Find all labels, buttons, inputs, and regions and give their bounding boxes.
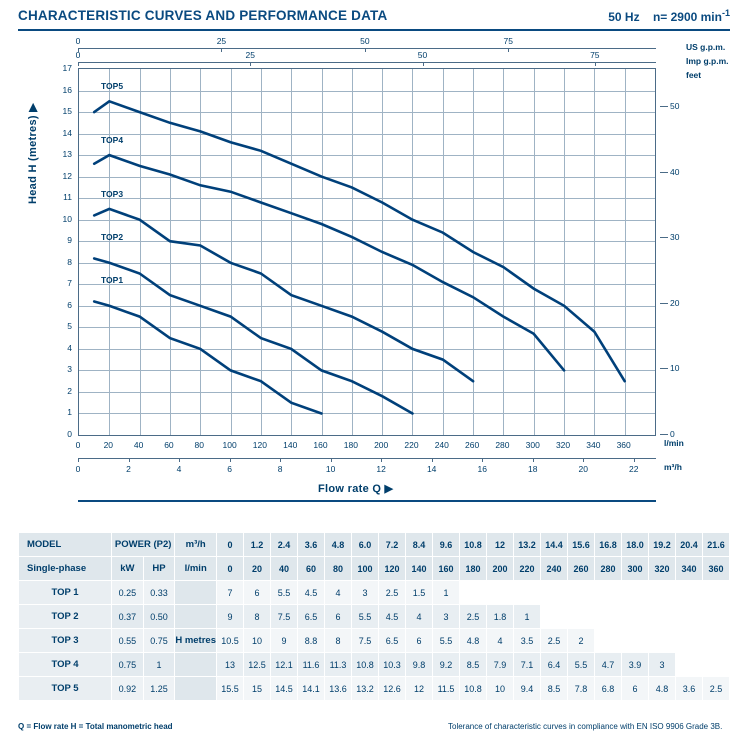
header-q-m3h-8: 9.6 xyxy=(433,533,460,557)
x-tick-label-lmin: 80 xyxy=(194,440,204,450)
cell-h-2-0: 10.5 xyxy=(217,629,244,653)
cell-h-3-2: 12.1 xyxy=(271,653,298,677)
top-imp-gpm-label: 50 xyxy=(417,50,428,60)
x-tick-label-lmin: 60 xyxy=(164,440,174,450)
axis-unit-imp-gpm: Imp g.p.m. xyxy=(686,56,729,66)
x-tick-m3h xyxy=(331,458,332,462)
cell-hp-0: 0.33 xyxy=(143,581,175,605)
header-q-m3h-4: 4.8 xyxy=(325,533,352,557)
y-tick-label: 16 xyxy=(62,84,72,95)
cell-h-3-18 xyxy=(703,653,730,677)
y-tick-label-feet: 40 xyxy=(670,166,680,177)
x-tick-m3h xyxy=(583,458,584,462)
x-tick-label-m3h: 10 xyxy=(325,464,336,474)
top-us-gpm-label: 75 xyxy=(503,36,514,46)
cell-h-2-3: 8.8 xyxy=(298,629,325,653)
header-q-lmin-17: 340 xyxy=(676,557,703,581)
top-us-gpm-tick xyxy=(365,48,366,52)
top-us-gpm-label: 50 xyxy=(360,36,370,46)
cell-h-2-13: 2 xyxy=(568,629,595,653)
cell-h-4-12: 8.5 xyxy=(541,677,568,701)
y-axis-title: Head H (metres) ▶ xyxy=(27,103,39,204)
y-tick-label: 15 xyxy=(62,106,72,117)
header-q-m3h-13: 15.6 xyxy=(568,533,595,557)
cell-h-3-11: 7.1 xyxy=(514,653,541,677)
y-tick-label: 0 xyxy=(67,429,72,439)
cell-h-0-2: 5.5 xyxy=(271,581,298,605)
cell-h-1-18 xyxy=(703,605,730,629)
performance-table-wrapper xyxy=(18,532,730,701)
x-tick-m3h xyxy=(482,458,483,462)
top-imp-gpm-tick xyxy=(78,62,79,66)
axis-unit-us-gpm: US g.p.m. xyxy=(686,42,726,52)
top-imp-gpm-label: 25 xyxy=(245,50,255,60)
cell-hp-2: 0.75 xyxy=(143,629,175,653)
curve-label-top1: TOP1 xyxy=(101,275,124,285)
header-phase: Single-phase xyxy=(19,557,112,581)
x-tick-label-lmin: 320 xyxy=(555,440,571,450)
cell-h-1-5: 5.5 xyxy=(352,605,379,629)
header-unit-m3h: m³/h xyxy=(175,533,217,557)
cell-h-1-11: 1 xyxy=(514,605,541,629)
curve-top3 xyxy=(94,209,473,381)
y-tick-label: 7 xyxy=(67,278,72,289)
cell-hp-1: 0.50 xyxy=(143,605,175,629)
header-q-lmin-2: 40 xyxy=(271,557,298,581)
top-us-gpm-label: 0 xyxy=(75,36,81,46)
header-q-m3h-10: 12 xyxy=(487,533,514,557)
x-tick-label-lmin: 200 xyxy=(374,440,389,450)
x-tick-label-lmin: 360 xyxy=(616,440,631,450)
cell-h-0-7: 1.5 xyxy=(406,581,433,605)
header xyxy=(18,8,730,30)
x-tick-label-lmin: 0 xyxy=(75,440,81,450)
cell-h-3-9: 8.5 xyxy=(460,653,487,677)
y-tick-feet xyxy=(660,368,668,369)
x-tick-label-lmin: 340 xyxy=(586,440,601,450)
x-tick-label-lmin: 280 xyxy=(495,440,510,450)
cell-h-0-18 xyxy=(703,581,730,605)
y-tick-label-feet: 20 xyxy=(670,297,680,308)
header-h-metres: H metres xyxy=(175,629,217,653)
cell-h-1-3: 6.5 xyxy=(298,605,325,629)
cell-h-0-15 xyxy=(622,581,649,605)
y-tick-label: 12 xyxy=(62,170,72,181)
cell-h-3-10: 7.9 xyxy=(487,653,514,677)
cell-h-0-5: 3 xyxy=(352,581,379,605)
x-tick-m3h xyxy=(634,458,635,462)
cell-h-3-14: 4.7 xyxy=(595,653,622,677)
x-tick-m3h xyxy=(230,458,231,462)
table-header-row-2 xyxy=(19,557,730,581)
header-q-m3h-16: 19.2 xyxy=(649,533,676,557)
header-q-m3h-18: 21.6 xyxy=(703,533,730,557)
cell-model-0: TOP 1 xyxy=(19,581,112,605)
top-imp-gpm-tick xyxy=(423,62,424,66)
header-power: POWER (P2) xyxy=(112,533,175,557)
cell-h-2-11: 3.5 xyxy=(514,629,541,653)
x-tick-label-m3h: 14 xyxy=(426,464,437,474)
cell-model-4: TOP 5 xyxy=(19,677,112,701)
x-tick-label-lmin: 260 xyxy=(465,440,480,450)
cell-h-3-1: 12.5 xyxy=(244,653,271,677)
x-tick-label-lmin: 20 xyxy=(103,440,114,450)
cell-h-0-11 xyxy=(514,581,541,605)
cell-h-4-0: 15.5 xyxy=(217,677,244,701)
y-tick-label: 2 xyxy=(67,385,72,396)
x-tick-m3h xyxy=(179,458,180,462)
cell-h-3-7: 9.8 xyxy=(406,653,433,677)
x-tick-label-lmin: 100 xyxy=(222,440,237,450)
x-tick-m3h xyxy=(432,458,433,462)
header-q-m3h-1: 1.2 xyxy=(244,533,271,557)
y-tick-feet xyxy=(660,106,668,107)
cell-h-unit-3 xyxy=(175,653,217,677)
top-axis-us-line xyxy=(78,48,656,49)
cell-h-0-17 xyxy=(676,581,703,605)
x-tick-label-lmin: 40 xyxy=(133,440,144,450)
header-q-lmin-14: 280 xyxy=(595,557,622,581)
cell-h-3-12: 6.4 xyxy=(541,653,568,677)
cell-h-4-16: 4.8 xyxy=(649,677,676,701)
top-axis-imp-line xyxy=(78,62,656,63)
cell-h-3-8: 9.2 xyxy=(433,653,460,677)
cell-h-4-13: 7.8 xyxy=(568,677,595,701)
header-q-m3h-12: 14.4 xyxy=(541,533,568,557)
cell-h-1-16 xyxy=(649,605,676,629)
header-q-m3h-15: 18.0 xyxy=(622,533,649,557)
cell-h-unit-1 xyxy=(175,605,217,629)
cell-h-2-4: 8 xyxy=(325,629,352,653)
cell-h-3-17 xyxy=(676,653,703,677)
y-tick-label: 3 xyxy=(67,364,72,375)
cell-h-2-10: 4 xyxy=(487,629,514,653)
header-q-lmin-3: 60 xyxy=(298,557,325,581)
cell-h-0-6: 2.5 xyxy=(379,581,406,605)
y-tick-label-feet: 0 xyxy=(670,429,675,439)
top-us-gpm-label: 25 xyxy=(216,36,227,46)
cell-hp-3: 1 xyxy=(143,653,175,677)
x-tick-label-m3h: 16 xyxy=(477,464,487,474)
header-spec xyxy=(608,8,730,24)
y-tick-label: 11 xyxy=(63,192,72,203)
header-model: MODEL xyxy=(19,533,112,557)
footnote-legend: Q = Flow rate H = Total manometric head xyxy=(18,722,173,731)
header-q-lmin-11: 220 xyxy=(514,557,541,581)
cell-h-1-17 xyxy=(676,605,703,629)
x-tick-m3h xyxy=(280,458,281,462)
cell-h-0-3: 4.5 xyxy=(298,581,325,605)
cell-kw-3: 0.75 xyxy=(112,653,144,677)
cell-h-1-9: 2.5 xyxy=(460,605,487,629)
header-q-m3h-9: 10.8 xyxy=(460,533,487,557)
cell-h-3-15: 3.9 xyxy=(622,653,649,677)
top-imp-gpm-tick xyxy=(595,62,596,66)
cell-kw-4: 0.92 xyxy=(112,677,144,701)
header-q-lmin-16: 320 xyxy=(649,557,676,581)
header-q-m3h-0: 0 xyxy=(217,533,244,557)
cell-h-3-5: 10.8 xyxy=(352,653,379,677)
cell-h-0-14 xyxy=(595,581,622,605)
cell-h-0-10 xyxy=(487,581,514,605)
header-q-lmin-18: 360 xyxy=(703,557,730,581)
header-q-lmin-0: 0 xyxy=(217,557,244,581)
curve-label-top3: TOP3 xyxy=(101,189,124,199)
cell-model-3: TOP 4 xyxy=(19,653,112,677)
axis-unit-lmin: l/min xyxy=(664,438,684,448)
cell-h-0-8: 1 xyxy=(433,581,460,605)
header-hp: HP xyxy=(143,557,175,581)
bottom-axis-m3h-line xyxy=(78,458,656,459)
y-tick-label: 8 xyxy=(67,256,72,267)
header-q-lmin-6: 120 xyxy=(379,557,406,581)
header-q-m3h-3: 3.6 xyxy=(298,533,325,557)
y-tick-label: 4 xyxy=(67,342,72,353)
x-tick-m3h xyxy=(533,458,534,462)
cell-h-1-15 xyxy=(622,605,649,629)
top-us-gpm-tick xyxy=(221,48,222,52)
x-tick-m3h xyxy=(78,458,79,462)
y-tick-label-feet: 50 xyxy=(670,100,680,111)
cell-kw-2: 0.55 xyxy=(112,629,144,653)
table-row xyxy=(19,581,730,605)
cell-h-0-16 xyxy=(649,581,676,605)
cell-h-2-9: 4.8 xyxy=(460,629,487,653)
cell-h-2-15 xyxy=(622,629,649,653)
header-unit-lmin: l/min xyxy=(175,557,217,581)
cell-h-2-17 xyxy=(676,629,703,653)
cell-h-4-17: 3.6 xyxy=(676,677,703,701)
cell-model-2: TOP 3 xyxy=(19,629,112,653)
speed-exponent: -1 xyxy=(721,8,730,18)
header-q-lmin-12: 240 xyxy=(541,557,568,581)
cell-h-4-11: 9.4 xyxy=(514,677,541,701)
header-kw: kW xyxy=(112,557,144,581)
footnote-tolerance: Tolerance of characteristic curves in compliance with EN ISO 9906 Grade 3B. xyxy=(448,722,723,731)
y-tick-label: 13 xyxy=(62,149,72,160)
cell-h-1-8: 3 xyxy=(433,605,460,629)
table-row xyxy=(19,653,730,677)
performance-chart xyxy=(18,34,730,504)
cell-h-4-8: 11.5 xyxy=(433,677,460,701)
cell-h-1-14 xyxy=(595,605,622,629)
table-row xyxy=(19,629,730,653)
x-tick-label-m3h: 18 xyxy=(528,464,538,474)
y-tick-label: 10 xyxy=(62,213,72,224)
cell-h-3-4: 11.3 xyxy=(325,653,352,677)
cell-h-4-15: 6 xyxy=(622,677,649,701)
cell-h-1-4: 6 xyxy=(325,605,352,629)
x-tick-label-m3h: 2 xyxy=(126,464,131,474)
page-title: CHARACTERISTIC CURVES AND PERFORMANCE DATA xyxy=(18,8,388,23)
cell-h-3-16: 3 xyxy=(649,653,676,677)
cell-h-1-12 xyxy=(541,605,568,629)
table-header-row-1 xyxy=(19,533,730,557)
header-q-lmin-4: 80 xyxy=(325,557,352,581)
x-tick-m3h xyxy=(381,458,382,462)
x-tick-label-lmin: 120 xyxy=(252,440,267,450)
cell-h-0-13 xyxy=(568,581,595,605)
x-tick-label-m3h: 4 xyxy=(176,464,182,474)
cell-h-2-6: 6.5 xyxy=(379,629,406,653)
cell-h-2-16 xyxy=(649,629,676,653)
header-q-lmin-8: 160 xyxy=(433,557,460,581)
cell-kw-1: 0.37 xyxy=(112,605,144,629)
y-tick-label: 9 xyxy=(67,235,72,246)
x-tick-label-lmin: 160 xyxy=(313,440,328,450)
frequency-label: 50 Hz xyxy=(608,10,640,24)
speed-label: n= 2900 min xyxy=(652,10,722,24)
header-q-lmin-7: 140 xyxy=(406,557,433,581)
cell-h-2-12: 2.5 xyxy=(541,629,568,653)
cell-h-4-7: 12 xyxy=(406,677,433,701)
header-q-m3h-17: 20.4 xyxy=(676,533,703,557)
cell-kw-0: 0.25 xyxy=(112,581,144,605)
x-tick-m3h xyxy=(129,458,130,462)
cell-h-2-2: 9 xyxy=(271,629,298,653)
cell-h-1-13 xyxy=(568,605,595,629)
curve-lines xyxy=(79,69,655,435)
header-q-lmin-13: 260 xyxy=(568,557,595,581)
curve-top1 xyxy=(94,302,321,414)
cell-h-2-1: 10 xyxy=(244,629,271,653)
x-tick-label-lmin: 180 xyxy=(343,440,358,450)
x-tick-label-m3h: 20 xyxy=(578,464,588,474)
cell-h-4-9: 10.8 xyxy=(460,677,487,701)
header-q-lmin-5: 100 xyxy=(352,557,379,581)
cell-h-0-4: 4 xyxy=(325,581,352,605)
cell-h-1-0: 9 xyxy=(217,605,244,629)
cell-h-2-5: 7.5 xyxy=(352,629,379,653)
chart-bottom-rule xyxy=(78,500,656,502)
cell-h-1-2: 7.5 xyxy=(271,605,298,629)
axis-unit-m3h: m³/h xyxy=(664,462,682,472)
x-tick-label-m3h: 6 xyxy=(227,464,232,474)
top-us-gpm-tick xyxy=(508,48,509,52)
cell-h-3-0: 13 xyxy=(217,653,244,677)
cell-h-3-6: 10.3 xyxy=(379,653,406,677)
curve-label-top5: TOP5 xyxy=(101,81,124,91)
x-tick-label-lmin: 140 xyxy=(283,440,298,450)
header-q-m3h-11: 13.2 xyxy=(514,533,541,557)
cell-h-4-3: 14.1 xyxy=(298,677,325,701)
cell-h-4-4: 13.6 xyxy=(325,677,352,701)
cell-h-0-9 xyxy=(460,581,487,605)
y-tick-label: 14 xyxy=(62,127,72,138)
y-tick-feet xyxy=(660,237,668,238)
header-q-m3h-14: 16.8 xyxy=(595,533,622,557)
y-tick-label-feet: 30 xyxy=(670,232,680,243)
plot-area xyxy=(78,68,656,436)
axis-unit-feet: feet xyxy=(686,70,702,80)
table-row xyxy=(19,605,730,629)
cell-h-2-18 xyxy=(703,629,730,653)
cell-h-4-10: 10 xyxy=(487,677,514,701)
x-tick-label-m3h: 12 xyxy=(376,464,386,474)
x-tick-label-m3h: 0 xyxy=(75,464,81,474)
y-tick-label: 5 xyxy=(67,321,72,332)
cell-h-1-6: 4.5 xyxy=(379,605,406,629)
curve-top2 xyxy=(94,259,412,414)
y-tick-feet xyxy=(660,172,668,173)
x-tick-label-lmin: 300 xyxy=(525,440,540,450)
x-tick-label-m3h: 22 xyxy=(629,464,639,474)
cell-h-unit-4 xyxy=(175,677,217,701)
cell-h-unit-0 xyxy=(175,581,217,605)
cell-h-4-2: 14.5 xyxy=(271,677,298,701)
header-divider xyxy=(18,29,730,31)
cell-h-2-7: 6 xyxy=(406,629,433,653)
header-q-m3h-6: 7.2 xyxy=(379,533,406,557)
header-q-lmin-1: 20 xyxy=(244,557,271,581)
cell-hp-4: 1.25 xyxy=(143,677,175,701)
x-tick-label-m3h: 8 xyxy=(277,464,283,474)
header-q-lmin-15: 300 xyxy=(622,557,649,581)
x-tick-label-lmin: 240 xyxy=(434,440,449,450)
y-tick-feet xyxy=(660,434,668,435)
cell-h-0-0: 7 xyxy=(217,581,244,605)
curve-label-top4: TOP4 xyxy=(101,135,124,145)
y-tick-label: 17 xyxy=(62,63,72,73)
cell-model-1: TOP 2 xyxy=(19,605,112,629)
cell-h-3-13: 5.5 xyxy=(568,653,595,677)
y-tick-label: 1 xyxy=(67,407,72,418)
header-q-lmin-9: 180 xyxy=(460,557,487,581)
y-tick-label-feet: 10 xyxy=(670,363,680,374)
y-tick-label: 6 xyxy=(67,299,72,310)
header-q-m3h-2: 2.4 xyxy=(271,533,298,557)
y-tick-feet xyxy=(660,303,668,304)
cell-h-4-18: 2.5 xyxy=(703,677,730,701)
header-q-lmin-10: 200 xyxy=(487,557,514,581)
top-imp-gpm-label: 0 xyxy=(75,50,81,60)
cell-h-4-14: 6.8 xyxy=(595,677,622,701)
cell-h-4-5: 13.2 xyxy=(352,677,379,701)
top-imp-gpm-tick xyxy=(250,62,251,66)
cell-h-2-8: 5.5 xyxy=(433,629,460,653)
curve-label-top2: TOP2 xyxy=(101,232,124,242)
cell-h-1-1: 8 xyxy=(244,605,271,629)
header-q-m3h-7: 8.4 xyxy=(406,533,433,557)
table-row xyxy=(19,677,730,701)
cell-h-4-6: 12.6 xyxy=(379,677,406,701)
cell-h-0-12 xyxy=(541,581,568,605)
cell-h-0-1: 6 xyxy=(244,581,271,605)
top-imp-gpm-label: 75 xyxy=(590,50,600,60)
cell-h-1-7: 4 xyxy=(406,605,433,629)
cell-h-4-1: 15 xyxy=(244,677,271,701)
performance-table xyxy=(18,532,730,701)
x-tick-label-lmin: 220 xyxy=(404,440,419,450)
header-q-m3h-5: 6.0 xyxy=(352,533,379,557)
x-axis-title: Flow rate Q ▶ xyxy=(318,483,394,495)
cell-h-2-14 xyxy=(595,629,622,653)
cell-h-1-10: 1.8 xyxy=(487,605,514,629)
cell-h-3-3: 11.6 xyxy=(298,653,325,677)
